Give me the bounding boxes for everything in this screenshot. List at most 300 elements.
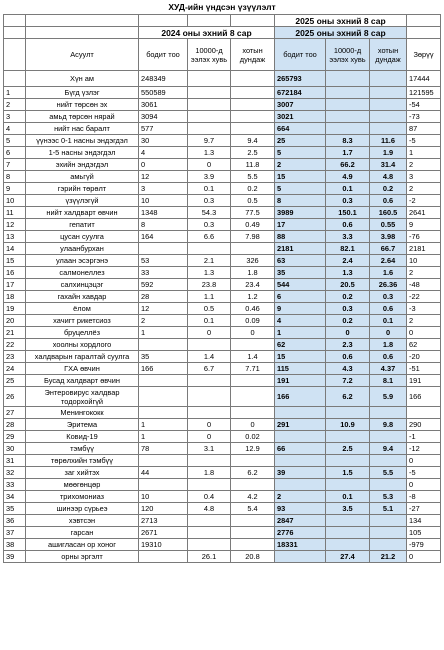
col-avg-2024-header: хотын дундаж xyxy=(231,39,275,71)
per10k-2024-cell: 0 xyxy=(188,159,231,171)
per10k-2025-cell xyxy=(326,87,370,99)
per10k-2025-cell xyxy=(326,407,370,419)
actual-2025-cell: 15 xyxy=(275,351,326,363)
actual-2025-cell: 5 xyxy=(275,183,326,195)
avg-2025-cell xyxy=(370,527,407,539)
avg-2025-cell xyxy=(370,123,407,135)
difference-cell: 0 xyxy=(407,327,441,339)
difference-cell: 2 xyxy=(407,267,441,279)
table-row xyxy=(4,503,441,515)
col-actual-2025-header: бодит тоо xyxy=(275,39,326,71)
row-number-cell: 23 xyxy=(4,351,26,363)
per10k-2024-cell xyxy=(188,479,231,491)
actual-2024-cell: 3061 xyxy=(139,99,188,111)
actual-2024-cell xyxy=(139,387,188,407)
avg-2025-cell xyxy=(370,407,407,419)
actual-2025-cell xyxy=(275,551,326,563)
avg-2024-cell: 1.8 xyxy=(231,267,275,279)
row-number-cell: 8 xyxy=(4,171,26,183)
per10k-2025-cell: 2.4 xyxy=(326,255,370,267)
indicator-name-cell: салхинцэцэг xyxy=(26,279,139,291)
row-number-cell: 28 xyxy=(4,419,26,431)
per10k-2025-cell: 0.2 xyxy=(326,315,370,327)
actual-2025-cell: 1 xyxy=(275,327,326,339)
avg-2025-cell: 0.6 xyxy=(370,195,407,207)
header-row-years xyxy=(4,27,441,39)
avg-2024-cell xyxy=(231,407,275,419)
row-number-cell: 29 xyxy=(4,431,26,443)
row-number-cell: 24 xyxy=(4,363,26,375)
avg-2025-cell xyxy=(370,539,407,551)
actual-2025-cell: 2847 xyxy=(275,515,326,527)
row-number-cell: 36 xyxy=(4,515,26,527)
actual-2024-cell xyxy=(139,375,188,387)
difference-cell xyxy=(407,407,441,419)
indicator-name-cell: Менингококк xyxy=(26,407,139,419)
table-row xyxy=(4,183,441,195)
indicator-name-cell: эхийн эндэгдэл xyxy=(26,159,139,171)
avg-2025-cell xyxy=(370,479,407,491)
difference-cell: 3 xyxy=(407,171,441,183)
row-number-cell: 31 xyxy=(4,455,26,467)
difference-cell: -979 xyxy=(407,539,441,551)
table-row xyxy=(4,443,441,455)
per10k-2025-cell: 10.9 xyxy=(326,419,370,431)
actual-2025-cell: 191 xyxy=(275,375,326,387)
per10k-2025-cell: 0.6 xyxy=(326,219,370,231)
actual-2024-cell: 33 xyxy=(139,267,188,279)
indicator-name-cell: хачигт рикетсиоз xyxy=(26,315,139,327)
actual-2025-cell: 3989 xyxy=(275,207,326,219)
per10k-2024-cell xyxy=(188,339,231,351)
avg-2024-cell xyxy=(231,111,275,123)
row-number-cell: 38 xyxy=(4,539,26,551)
actual-2024-cell: 35 xyxy=(139,351,188,363)
avg-2024-cell: 1.4 xyxy=(231,351,275,363)
row-number-cell: 25 xyxy=(4,375,26,387)
table-row xyxy=(4,351,441,363)
col-diff-header: Зөрүү xyxy=(407,39,441,71)
avg-2025-cell: 1.6 xyxy=(370,267,407,279)
avg-2025-cell: 31.4 xyxy=(370,159,407,171)
table-row xyxy=(4,171,441,183)
difference-cell: 290 xyxy=(407,419,441,431)
actual-2024-cell xyxy=(139,455,188,467)
indicator-name-cell: цусан суулга xyxy=(26,231,139,243)
actual-2024-cell: 2 xyxy=(139,315,188,327)
table-row xyxy=(4,219,441,231)
avg-2024-cell: 20.8 xyxy=(231,551,275,563)
difference-cell: -1 xyxy=(407,431,441,443)
per10k-2024-cell xyxy=(188,123,231,135)
per10k-2024-cell xyxy=(188,539,231,551)
per10k-2024-cell: 1.8 xyxy=(188,467,231,479)
actual-2025-cell: 62 xyxy=(275,339,326,351)
actual-2025-cell: 3021 xyxy=(275,111,326,123)
per10k-2025-cell: 2.3 xyxy=(326,339,370,351)
avg-2024-cell: 6.2 xyxy=(231,467,275,479)
actual-2024-cell: 44 xyxy=(139,467,188,479)
actual-2024-cell: 12 xyxy=(139,171,188,183)
difference-cell: 87 xyxy=(407,123,441,135)
indicator-name-cell: гарсан xyxy=(26,527,139,539)
indicator-name-cell: Энтеровирус халдвар тодорхойгүй xyxy=(26,387,139,407)
per10k-2024-cell xyxy=(188,87,231,99)
indicator-name-cell: нийт төрсөн эх xyxy=(26,99,139,111)
actual-2025-cell: 544 xyxy=(275,279,326,291)
actual-2024-cell: 164 xyxy=(139,231,188,243)
avg-2024-cell: 5.4 xyxy=(231,503,275,515)
avg-2024-cell: 0.02 xyxy=(231,431,275,443)
row-number-cell: 15 xyxy=(4,255,26,267)
row-number-cell: 14 xyxy=(4,243,26,255)
actual-2024-cell: 166 xyxy=(139,363,188,375)
table-row xyxy=(4,147,441,159)
avg-2025-cell: 8.1 xyxy=(370,375,407,387)
avg-2025-cell: 1.9 xyxy=(370,147,407,159)
avg-2024-cell: 23.4 xyxy=(231,279,275,291)
avg-2025-cell: 3.98 xyxy=(370,231,407,243)
difference-cell: -3 xyxy=(407,303,441,315)
per10k-2024-cell: 54.3 xyxy=(188,207,231,219)
actual-2024-cell: 550589 xyxy=(139,87,188,99)
per10k-2024-cell: 1.1 xyxy=(188,291,231,303)
per10k-2024-cell: 0.5 xyxy=(188,303,231,315)
avg-2024-cell: 326 xyxy=(231,255,275,267)
row-number-cell: 22 xyxy=(4,339,26,351)
avg-2025-cell: 0.6 xyxy=(370,351,407,363)
actual-2024-cell xyxy=(139,407,188,419)
col-per10k-2025-header: 10000-д ээлэх хувь xyxy=(326,39,370,71)
per10k-2025-cell xyxy=(326,111,370,123)
avg-2024-cell: 11.8 xyxy=(231,159,275,171)
actual-2025-cell xyxy=(275,407,326,419)
indicator-name-cell: ГХА өвчин xyxy=(26,363,139,375)
per10k-2025-cell: 66.2 xyxy=(326,159,370,171)
avg-2025-cell: 0.3 xyxy=(370,291,407,303)
table-row xyxy=(4,467,441,479)
header-row-columns xyxy=(4,39,441,71)
difference-cell: -48 xyxy=(407,279,441,291)
per10k-2024-cell xyxy=(188,111,231,123)
actual-2024-cell: 0 xyxy=(139,159,188,171)
avg-2025-cell: 9.8 xyxy=(370,419,407,431)
actual-2024-cell: 1348 xyxy=(139,207,188,219)
difference-cell: 10 xyxy=(407,255,441,267)
indicator-name-cell: гэрийн төрөлт xyxy=(26,183,139,195)
avg-2025-cell: 0.55 xyxy=(370,219,407,231)
indicator-name-cell: халдварын гаралтай суулга xyxy=(26,351,139,363)
actual-2025-cell: 66 xyxy=(275,443,326,455)
per10k-2025-cell: 3.3 xyxy=(326,231,370,243)
period-2025-header-2: 2025 оны эхний 8 сар xyxy=(275,27,407,39)
row-number-cell: 10 xyxy=(4,195,26,207)
per10k-2024-cell: 1.3 xyxy=(188,267,231,279)
actual-2025-cell: 115 xyxy=(275,363,326,375)
table-row xyxy=(4,291,441,303)
table-row xyxy=(4,551,441,563)
per10k-2025-cell: 8.3 xyxy=(326,135,370,147)
per10k-2025-cell: 0.2 xyxy=(326,291,370,303)
table-row xyxy=(4,363,441,375)
difference-cell: -5 xyxy=(407,467,441,479)
actual-2024-cell xyxy=(139,479,188,491)
table-row xyxy=(4,515,441,527)
actual-2024-cell xyxy=(139,339,188,351)
actual-2025-cell: 5 xyxy=(275,147,326,159)
per10k-2025-cell xyxy=(326,71,370,87)
avg-2024-cell: 12.9 xyxy=(231,443,275,455)
actual-2024-cell: 2671 xyxy=(139,527,188,539)
avg-2024-cell: 0.49 xyxy=(231,219,275,231)
avg-2024-cell: 7.71 xyxy=(231,363,275,375)
indicator-name-cell: бруцеллёз xyxy=(26,327,139,339)
difference-cell: 121595 xyxy=(407,87,441,99)
table-row xyxy=(4,479,441,491)
actual-2025-cell: 35 xyxy=(275,267,326,279)
table-row xyxy=(4,419,441,431)
avg-2025-cell xyxy=(370,87,407,99)
avg-2024-cell xyxy=(231,243,275,255)
avg-2025-cell: 5.9 xyxy=(370,387,407,407)
avg-2025-cell: 0.2 xyxy=(370,183,407,195)
indicator-name-cell: Бүгд үзлэг xyxy=(26,87,139,99)
per10k-2025-cell: 0.1 xyxy=(326,491,370,503)
row-number-cell: 37 xyxy=(4,527,26,539)
avg-2025-cell: 26.36 xyxy=(370,279,407,291)
per10k-2025-cell xyxy=(326,455,370,467)
per10k-2025-cell: 3.5 xyxy=(326,503,370,515)
indicator-name-cell: орны эргэлт xyxy=(26,551,139,563)
per10k-2024-cell: 0 xyxy=(188,431,231,443)
difference-cell: 0 xyxy=(407,455,441,467)
table-row xyxy=(4,267,441,279)
actual-2025-cell: 2181 xyxy=(275,243,326,255)
indicator-name-cell: мөөгөнцөр xyxy=(26,479,139,491)
avg-2025-cell xyxy=(370,455,407,467)
col-actual-2024-header: бодит тоо xyxy=(139,39,188,71)
actual-2025-cell: 18331 xyxy=(275,539,326,551)
per10k-2025-cell: 1.5 xyxy=(326,467,370,479)
per10k-2025-cell xyxy=(326,123,370,135)
actual-2024-cell: 10 xyxy=(139,195,188,207)
per10k-2025-cell: 150.1 xyxy=(326,207,370,219)
table-row xyxy=(4,491,441,503)
per10k-2024-cell xyxy=(188,71,231,87)
avg-2024-cell xyxy=(231,87,275,99)
indicator-name-cell: улаан эсэргэнэ xyxy=(26,255,139,267)
avg-2025-cell: 4.8 xyxy=(370,171,407,183)
actual-2025-cell: 9 xyxy=(275,303,326,315)
difference-cell: 0 xyxy=(407,551,441,563)
avg-2025-cell: 160.5 xyxy=(370,207,407,219)
table-row xyxy=(4,243,441,255)
avg-2025-cell xyxy=(370,515,407,527)
actual-2025-cell: 291 xyxy=(275,419,326,431)
per10k-2024-cell xyxy=(188,407,231,419)
difference-cell: 62 xyxy=(407,339,441,351)
table-row xyxy=(4,303,441,315)
actual-2024-cell: 120 xyxy=(139,503,188,515)
table-row xyxy=(4,315,441,327)
table-row xyxy=(4,455,441,467)
actual-2024-cell: 1 xyxy=(139,419,188,431)
actual-2024-cell: 1 xyxy=(139,327,188,339)
indicator-name-cell: Хүн ам xyxy=(26,71,139,87)
period-2024-header: 2024 оны эхний 8 сар xyxy=(139,27,275,39)
row-number-cell: 5 xyxy=(4,135,26,147)
avg-2025-cell xyxy=(370,431,407,443)
difference-cell: 2 xyxy=(407,315,441,327)
per10k-2025-cell: 0.3 xyxy=(326,195,370,207)
avg-2025-cell: 4.37 xyxy=(370,363,407,375)
avg-2024-cell xyxy=(231,455,275,467)
difference-cell: 2 xyxy=(407,183,441,195)
per10k-2024-cell: 6.6 xyxy=(188,231,231,243)
row-number-cell: 13 xyxy=(4,231,26,243)
actual-2025-cell xyxy=(275,479,326,491)
avg-2025-cell: 0 xyxy=(370,327,407,339)
per10k-2024-cell: 0.1 xyxy=(188,183,231,195)
actual-2024-cell: 12 xyxy=(139,303,188,315)
table-row xyxy=(4,539,441,551)
actual-2025-cell: 25 xyxy=(275,135,326,147)
indicator-name-cell: Бусад халдварт өвчин xyxy=(26,375,139,387)
avg-2024-cell: 2.5 xyxy=(231,147,275,159)
actual-2025-cell: 664 xyxy=(275,123,326,135)
indicator-name-cell: амьд төрсөн нярай xyxy=(26,111,139,123)
difference-cell: 134 xyxy=(407,515,441,527)
per10k-2024-cell: 1.4 xyxy=(188,351,231,363)
avg-2024-cell: 0.2 xyxy=(231,183,275,195)
avg-2024-cell: 0.46 xyxy=(231,303,275,315)
avg-2024-cell: 7.98 xyxy=(231,231,275,243)
per10k-2025-cell: 0 xyxy=(326,327,370,339)
avg-2024-cell xyxy=(231,339,275,351)
actual-2025-cell: 4 xyxy=(275,315,326,327)
avg-2024-cell: 0.5 xyxy=(231,195,275,207)
period-2025-header: 2025 оны эхний 8 сар xyxy=(275,15,407,27)
indicator-name-cell: гахайн хавдар xyxy=(26,291,139,303)
per10k-2024-cell: 26.1 xyxy=(188,551,231,563)
per10k-2025-cell: 6.2 xyxy=(326,387,370,407)
table-row xyxy=(4,255,441,267)
per10k-2025-cell xyxy=(326,515,370,527)
actual-2024-cell: 78 xyxy=(139,443,188,455)
row-number-cell: 30 xyxy=(4,443,26,455)
row-number-cell: 19 xyxy=(4,303,26,315)
table-row xyxy=(4,407,441,419)
table-row xyxy=(4,123,441,135)
indicator-name-cell: Ковид-19 xyxy=(26,431,139,443)
indicators-table xyxy=(3,14,441,563)
avg-2024-cell xyxy=(231,71,275,87)
actual-2024-cell: 577 xyxy=(139,123,188,135)
indicator-name-cell: тэмбүү xyxy=(26,443,139,455)
per10k-2024-cell xyxy=(188,99,231,111)
avg-2024-cell xyxy=(231,99,275,111)
table-row xyxy=(4,339,441,351)
row-number-cell: 34 xyxy=(4,491,26,503)
table-row xyxy=(4,135,441,147)
per10k-2025-cell xyxy=(326,539,370,551)
difference-cell: -12 xyxy=(407,443,441,455)
avg-2024-cell xyxy=(231,479,275,491)
row-number-cell: 12 xyxy=(4,219,26,231)
indicator-name-cell: нийт халдварт өвчин xyxy=(26,207,139,219)
avg-2024-cell xyxy=(231,527,275,539)
indicator-name-cell: үзүүлэгүй xyxy=(26,195,139,207)
col-indicator-header: Асуулт xyxy=(26,39,139,71)
table-row xyxy=(4,207,441,219)
difference-cell: 2181 xyxy=(407,243,441,255)
row-number-cell: 2 xyxy=(4,99,26,111)
indicator-name-cell: хэвтсэн xyxy=(26,515,139,527)
actual-2024-cell: 4 xyxy=(139,147,188,159)
avg-2024-cell xyxy=(231,515,275,527)
actual-2024-cell xyxy=(139,551,188,563)
row-number-cell: 7 xyxy=(4,159,26,171)
actual-2024-cell: 248349 xyxy=(139,71,188,87)
avg-2025-cell: 0.1 xyxy=(370,315,407,327)
actual-2024-cell xyxy=(139,243,188,255)
actual-2025-cell: 15 xyxy=(275,171,326,183)
actual-2024-cell: 3094 xyxy=(139,111,188,123)
indicator-name-cell: заг хийтэх xyxy=(26,467,139,479)
difference-cell: -27 xyxy=(407,503,441,515)
actual-2024-cell: 28 xyxy=(139,291,188,303)
indicator-name-cell: үүнээс 0-1 насны эндэгдэл xyxy=(26,135,139,147)
table-row xyxy=(4,387,441,407)
avg-2024-cell xyxy=(231,387,275,407)
actual-2024-cell: 53 xyxy=(139,255,188,267)
avg-2024-cell: 1.2 xyxy=(231,291,275,303)
actual-2024-cell: 8 xyxy=(139,219,188,231)
actual-2025-cell xyxy=(275,431,326,443)
actual-2024-cell: 592 xyxy=(139,279,188,291)
per10k-2024-cell: 3.1 xyxy=(188,443,231,455)
actual-2025-cell: 2776 xyxy=(275,527,326,539)
per10k-2024-cell: 1.3 xyxy=(188,147,231,159)
table-row xyxy=(4,195,441,207)
actual-2025-cell: 88 xyxy=(275,231,326,243)
avg-2025-cell xyxy=(370,111,407,123)
per10k-2024-cell: 0.3 xyxy=(188,219,231,231)
per10k-2025-cell: 7.2 xyxy=(326,375,370,387)
actual-2024-cell: 10 xyxy=(139,491,188,503)
difference-cell: -76 xyxy=(407,231,441,243)
per10k-2024-cell xyxy=(188,527,231,539)
avg-2024-cell: 5.5 xyxy=(231,171,275,183)
avg-2024-cell: 0 xyxy=(231,327,275,339)
actual-2025-cell: 39 xyxy=(275,467,326,479)
actual-2024-cell: 3 xyxy=(139,183,188,195)
avg-2025-cell: 2.64 xyxy=(370,255,407,267)
difference-cell: -5 xyxy=(407,135,441,147)
actual-2025-cell: 17 xyxy=(275,219,326,231)
actual-2025-cell xyxy=(275,455,326,467)
sheet-title: ХУД-ийн үндсэн үзүүлэлт xyxy=(168,2,276,12)
per10k-2025-cell: 0.6 xyxy=(326,351,370,363)
per10k-2024-cell: 23.8 xyxy=(188,279,231,291)
table-row xyxy=(4,375,441,387)
per10k-2025-cell: 4.3 xyxy=(326,363,370,375)
table-row xyxy=(4,71,441,87)
table-row xyxy=(4,431,441,443)
per10k-2025-cell: 27.4 xyxy=(326,551,370,563)
actual-2025-cell: 2 xyxy=(275,159,326,171)
difference-cell: 166 xyxy=(407,387,441,407)
